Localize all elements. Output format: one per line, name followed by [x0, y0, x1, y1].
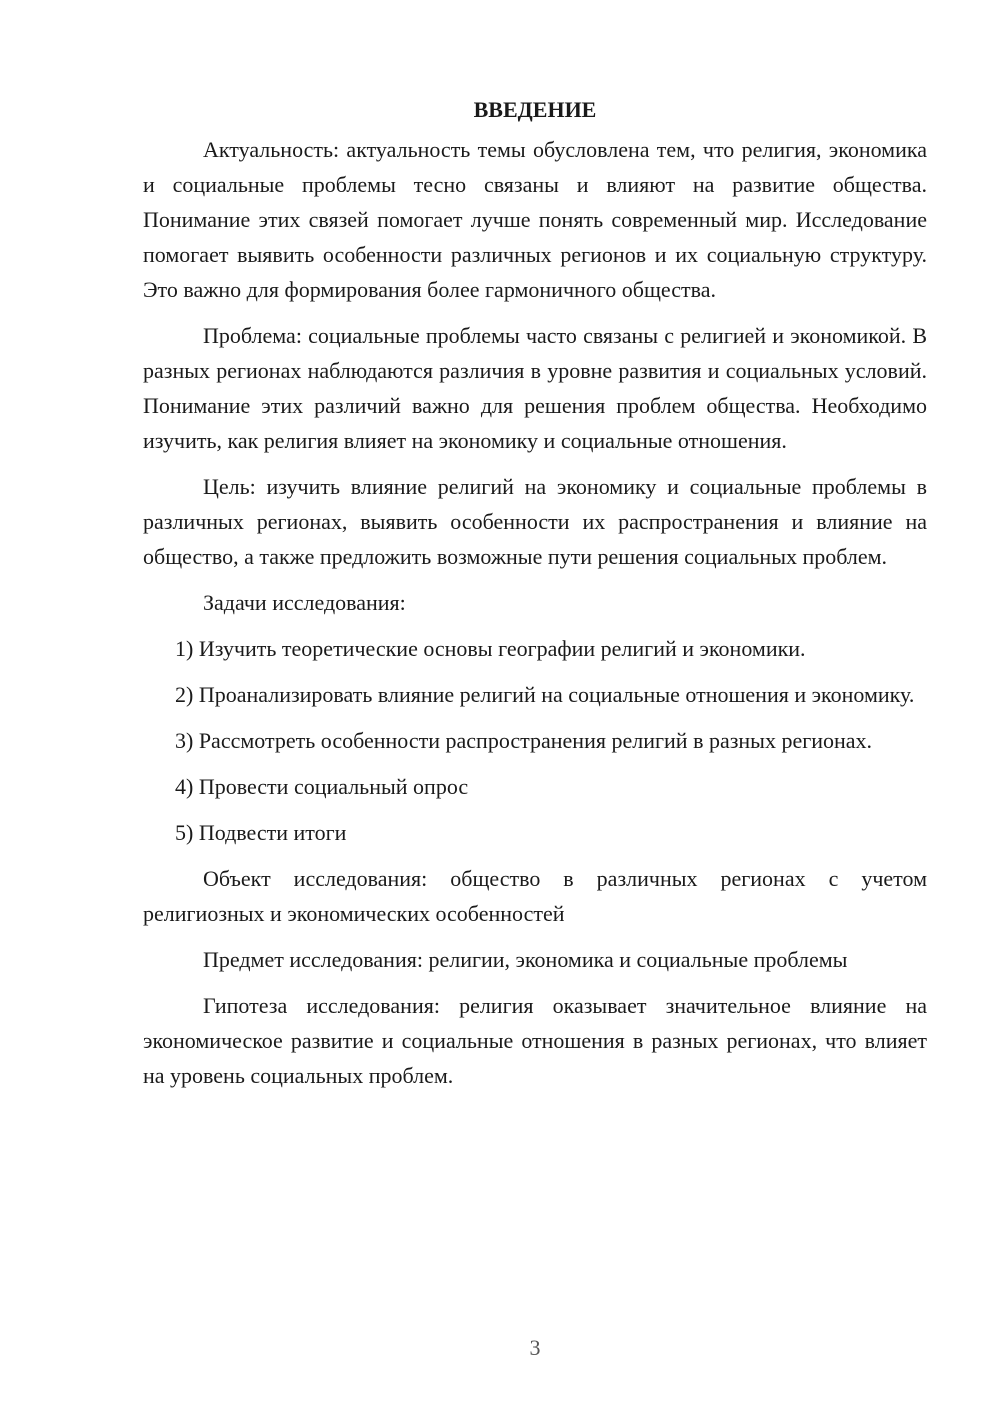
- task-item-5: 5) Подвести итоги: [175, 820, 347, 845]
- paragraph-problem: Проблема: социальные проблемы часто связаны с религией и экономикой. В разных регионах наблюдаются различия в уровне развития и социальных условий. Понимание этих различий важно для решения проблем общества. Необходимо изучить, как религия влияет на экономику и социальные отношения.: [143, 323, 927, 453]
- paragraph-object: Объект исследования: общество в различных регионах с учетом религиозных и экономических особенностей: [143, 866, 927, 926]
- page-number: 3: [529, 1335, 541, 1360]
- task-item-2: 2) Проанализировать влияние религий на социальные отношения и экономику.: [175, 682, 915, 707]
- tasks-heading: Задачи исследования:: [203, 590, 406, 615]
- paragraph-hypothesis: Гипотеза исследования: религия оказывает значительное влияние на экономическое развитие и социальные отношения в разных регионах, что влияет на уровень социальных проблем.: [143, 993, 927, 1088]
- page-title: ВВЕДЕНИЕ: [473, 97, 597, 122]
- paragraph-subject: Предмет исследования: религии, экономика и социальные проблемы: [203, 947, 848, 972]
- document-page: [143, 92, 927, 1104]
- task-item-1: 1) Изучить теоретические основы географии религий и экономики.: [175, 636, 806, 661]
- paragraph-goal: Цель: изучить влияние религий на экономику и социальные проблемы в различных регионах, выявить особенности их распространения и влияние на общество, а также предложить возможные пути решения социальных проблем.: [143, 474, 927, 569]
- task-item-4: 4) Провести социальный опрос: [175, 774, 469, 799]
- task-item-3: 3) Рассмотреть особенности распространения религий в разных регионах.: [175, 728, 873, 753]
- paragraph-relevance: Актуальность: актуальность темы обусловлена тем, что религия, экономика и социальные проблемы тесно связаны и влияют на развитие общества. Понимание этих связей помогает лучше понять современный мир. Исследование помогает выявить особенности различных регионов и их социальную структуру. Это важно для формирования более гармоничного общества.: [143, 137, 927, 302]
